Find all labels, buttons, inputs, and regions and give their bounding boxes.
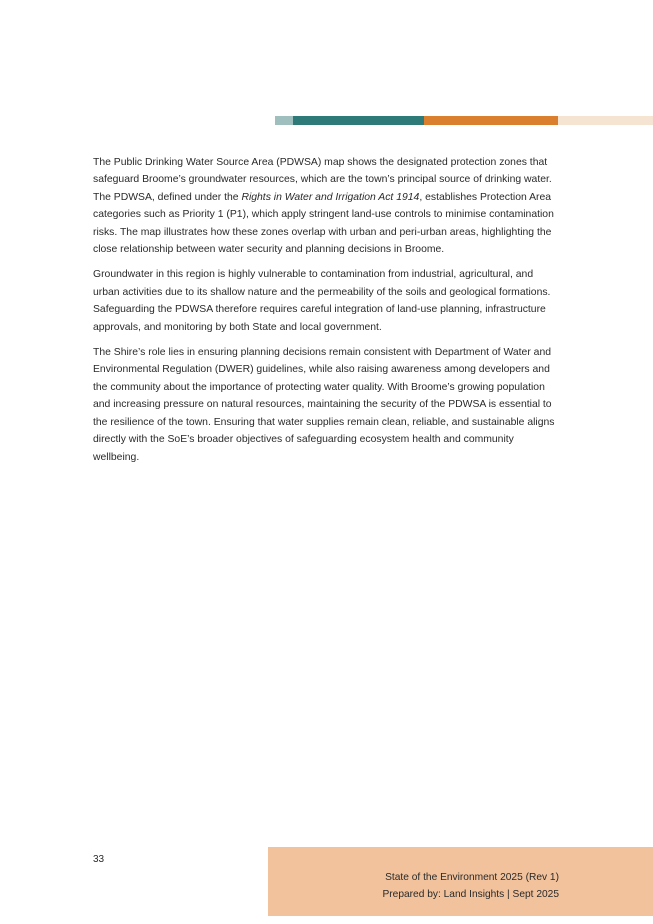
accent-segment-orange [424, 116, 558, 125]
paragraph-groundwater: Groundwater in this region is highly vulnerable to contamination from industrial, agricultural, and urban activities due to its shallow nature and the permeability of the soils and geological formations. Safeguarding the PDWSA therefore requires careful integration of land-use planning, infrastructure approvals, and monitoring by both State and local government. [93, 269, 551, 333]
paragraph-shire-role: The Shire’s role lies in ensuring planning decisions remain consistent with Department of Water and Environmental Regulation (DWER) guidelines, while also raising awareness among developers and the community about the importance of protecting water quality. With Broome’s growing population and increasing pressure on natural resources, maintaining the security of the PDWSA is essential to the resilience of the town. Ensuring that water supplies remain clean, reliable, and sustainable aligns directly with the SoE’s broader objectives of safeguarding ecosystem health and community wellbeing. [93, 347, 555, 463]
body-text [93, 154, 558, 474]
accent-segment-light-teal [275, 116, 293, 125]
footer-box [268, 847, 653, 916]
act-title: Rights in Water and Irrigation Act 1914 [241, 191, 420, 203]
accent-segment-peach [558, 116, 653, 125]
footer-prepared-by: Prepared by: Land Insights | Sept 2025 [382, 889, 559, 900]
header-accent-bar [275, 116, 653, 125]
page-number: 33 [93, 854, 105, 865]
paragraph-text: , establishes Protection Area categories such as Priority 1 (P1), which apply stringent land-use controls to minimise contamination risks. The map illustrates how these zones overlap with urban and peri-urban areas, highlighting the close relationship between water security and planning decisions in Broome. [93, 191, 554, 256]
footer-report-title: State of the Environment 2025 (Rev 1) [385, 872, 559, 883]
paragraph-text: The Public Drinking Water Source Area (PDWSA) map shows the designated protection zones that safeguard Broome’s groundwater resources, which are the town’s principal source of drinking water. The PDWSA, defined under the [93, 157, 552, 203]
accent-segment-teal [293, 116, 424, 125]
footer-text [382, 869, 559, 903]
paragraph-pdwsa-map [93, 154, 558, 258]
